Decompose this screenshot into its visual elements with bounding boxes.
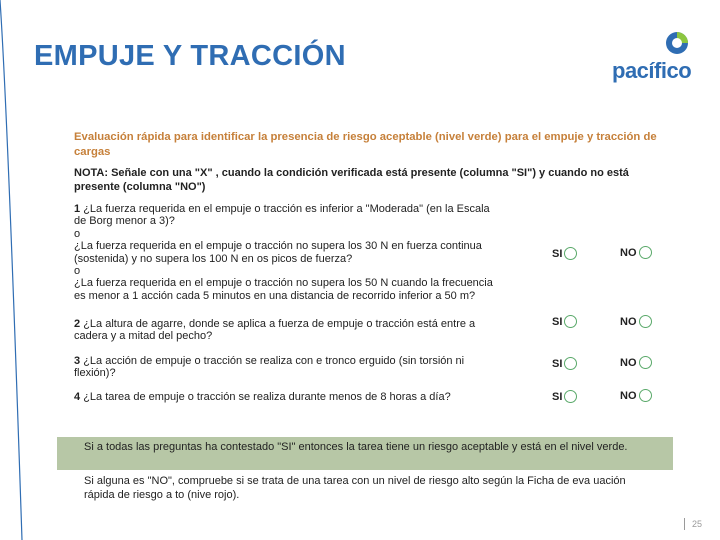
no-label: NO — [620, 356, 637, 369]
question-line: ¿La fuerza requerida en el empuje o tracción es inferior a "Moderada" (en la Escala — [83, 203, 490, 215]
question-2-si-option[interactable] — [552, 315, 577, 328]
question-4-no-option[interactable] — [620, 389, 652, 402]
question-2 — [74, 318, 536, 343]
question-1 — [74, 203, 536, 302]
question-3 — [74, 355, 536, 380]
question-4 — [74, 391, 536, 403]
question-line: (sostenida) y no supera los 100 N en os picos de fuerza? — [74, 252, 353, 265]
question-number: 3 — [74, 355, 81, 367]
si-label: SI — [552, 357, 563, 370]
question-line: cadera y a mitad del pecho? — [74, 330, 213, 343]
si-radio-icon[interactable] — [564, 315, 577, 328]
question-line: ¿La altura de agarre, donde se aplica a fuerza de empuje o tracción está entre a — [83, 318, 476, 330]
question-line: ¿La acción de empuje o tracción se realiza con e tronco erguido (sin torsión ni — [83, 355, 465, 367]
question-line: ¿La fuerza requerida en el empuje o tracción no supera los 30 N en fuerza continua — [74, 240, 482, 253]
question-line: flexión)? — [74, 367, 116, 380]
page-divider — [684, 518, 685, 530]
page-number: 25 — [692, 519, 703, 529]
question-line: ¿La tarea de empuje o tracción se realiza durante menos de 8 horas a día? — [83, 391, 451, 403]
question-2-no-option[interactable] — [620, 315, 652, 328]
si-radio-icon[interactable] — [564, 247, 577, 260]
question-line: de Borg menor a 3)? — [74, 215, 175, 228]
question-line: o — [74, 265, 81, 278]
no-radio-icon[interactable] — [639, 389, 652, 402]
nota-instructions: NOTA: Señale con una "X" , cuando la condición verificada está presente (columna "SI") y cuando no está presente (columna "NO") — [74, 167, 629, 193]
question-1-si-option[interactable] — [552, 247, 577, 260]
green-note: Si a todas las preguntas ha contestado "SI" entonces la tarea tiene un riesgo aceptable y está en el nivel verde. — [84, 441, 628, 453]
question-line: es menor a 1 acción cada 5 minutos en una distancia de recorrido inferior a 50 m? — [74, 289, 476, 302]
question-3-si-option[interactable] — [552, 357, 577, 370]
logo-text: pacífico — [612, 58, 692, 83]
slide-title: EMPUJE Y TRACCIÓN — [34, 40, 346, 72]
si-label: SI — [552, 390, 563, 403]
question-4-si-option[interactable] — [552, 390, 577, 403]
pacifico-logo-icon — [664, 30, 690, 56]
no-radio-icon[interactable] — [639, 246, 652, 259]
question-line: ¿La fuerza requerida en el empuje o tracción no supera los 50 N cuando la frecuencia — [74, 277, 493, 290]
no-radio-icon[interactable] — [639, 315, 652, 328]
no-label: NO — [620, 246, 637, 259]
question-number: 4 — [74, 391, 81, 403]
si-label: SI — [552, 247, 563, 260]
no-radio-icon[interactable] — [639, 356, 652, 369]
question-line: o — [74, 227, 81, 240]
no-label: NO — [620, 389, 637, 402]
section-heading: Evaluación rápida para identificar la presencia de riesgo aceptable (nivel verde) para el empuje y tracción de cargas — [74, 131, 657, 158]
si-radio-icon[interactable] — [564, 357, 577, 370]
si-radio-icon[interactable] — [564, 390, 577, 403]
question-3-no-option[interactable] — [620, 356, 652, 369]
red-level-note: Si alguna es "NO", compruebe si se trata de una tarea con un nivel de riesgo alto según la Ficha de eva uación rápida de riesgo a to (nive rojo). — [84, 475, 626, 501]
si-label: SI — [552, 315, 563, 328]
question-number: 2 — [74, 318, 81, 330]
question-number: 1 — [74, 203, 81, 215]
no-label: NO — [620, 315, 637, 328]
question-1-no-option[interactable] — [620, 246, 652, 259]
